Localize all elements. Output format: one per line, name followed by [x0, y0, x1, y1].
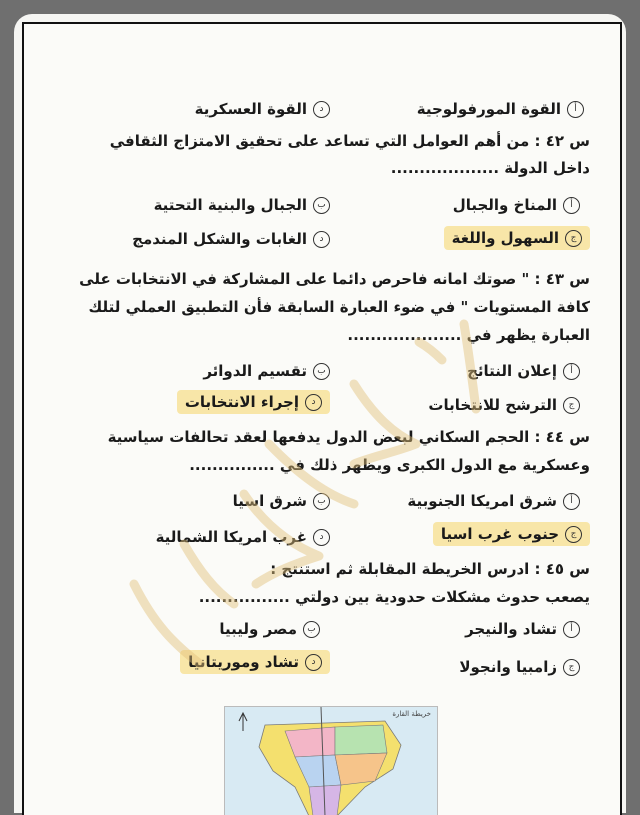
option-text: إجراء الانتخابات: [184, 393, 299, 411]
q45-option-c[interactable]: [459, 658, 580, 676]
option-marker: ج: [563, 397, 580, 414]
option-text: شرق امريكا الجنوبية: [407, 492, 557, 510]
q45-option-d-selected[interactable]: [180, 650, 330, 674]
option-marker: أ: [563, 621, 580, 638]
q43-line3: العبارة يظهر في ....................: [347, 326, 590, 344]
q43-option-c[interactable]: [428, 396, 580, 414]
document-page: [14, 14, 626, 813]
q43-option-b[interactable]: [203, 362, 330, 380]
q42-option-c-selected[interactable]: [444, 226, 590, 250]
option-text: زامبيا وانجولا: [459, 658, 557, 676]
q45-option-a[interactable]: [465, 620, 580, 638]
q43-option-a[interactable]: [467, 362, 580, 380]
option-marker: أ: [567, 101, 584, 118]
q44-option-d[interactable]: [156, 528, 330, 546]
option-marker: ج: [563, 659, 580, 676]
q45-option-b[interactable]: [219, 620, 320, 638]
q45-line2: يصعب حدوث مشكلات حدودية بين دولتي ................: [198, 588, 590, 606]
q42-option-b[interactable]: [154, 196, 330, 214]
africa-map: [224, 706, 438, 815]
option-marker: د: [313, 529, 330, 546]
option-text: جنوب غرب اسيا: [440, 525, 559, 543]
option-marker: د: [305, 654, 322, 671]
option-marker: ب: [313, 363, 330, 380]
q42-option-a[interactable]: [453, 196, 580, 214]
option-marker: أ: [563, 493, 580, 510]
option-text: القوة المورفولوجية: [416, 100, 561, 118]
option-text: القوة العسكرية: [194, 100, 307, 118]
q43-line2: كافة المستويات " في ضوء العبارة السابقة فأن التطبيق العملي لتلك: [88, 298, 590, 316]
q43-option-d-selected[interactable]: [177, 390, 330, 414]
q44-line2: وعسكرية مع الدول الكبرى ويظهر ذلك في ...............: [189, 456, 590, 474]
q45-line1: س ٤٥ : ادرس الخريطة المقابلة ثم استنتج :: [270, 560, 590, 578]
africa-map-graphic: [225, 707, 437, 815]
option-marker: د: [313, 101, 330, 118]
option-text: مصر وليبيا: [219, 620, 297, 638]
option-marker: ب: [313, 493, 330, 510]
q41-option-a[interactable]: [417, 100, 584, 118]
option-text: السهول واللغة: [451, 229, 559, 247]
option-text: شرق اسيا: [232, 492, 307, 510]
option-text: الغابات والشكل المندمج: [132, 230, 307, 248]
option-text: تقسيم الدوائر: [203, 362, 307, 380]
option-text: تشاد وموريتانيا: [188, 653, 299, 671]
option-marker: أ: [563, 363, 580, 380]
option-text: غرب امريكا الشمالية: [155, 528, 307, 546]
option-marker: د: [305, 394, 322, 411]
q42-line2: داخل الدولة ...................: [390, 159, 590, 177]
option-marker: ج: [565, 526, 582, 543]
option-marker: ج: [565, 230, 582, 247]
option-text: المناخ والجبال: [452, 196, 557, 214]
option-text: تشاد والنيجر: [465, 620, 557, 638]
q44-option-b[interactable]: [233, 492, 330, 510]
option-text: الترشح للانتخابات: [428, 396, 557, 414]
option-text: الجبال والبنية التحتية: [153, 196, 307, 214]
option-marker: ب: [313, 197, 330, 214]
q44-line1: س ٤٤ : الحجم السكاني لبعض الدول يدفعها لعقد تحالفات سياسية: [107, 428, 590, 446]
option-text: إعلان النتائج: [467, 362, 557, 380]
q44-option-a[interactable]: [407, 492, 580, 510]
option-marker: أ: [563, 197, 580, 214]
worksheet: [22, 22, 622, 815]
q44-option-c-selected[interactable]: [433, 522, 590, 546]
map-title: خريطة القارة: [392, 710, 431, 718]
q42-option-d[interactable]: [132, 230, 330, 248]
option-marker: ب: [303, 621, 320, 638]
q41-option-d[interactable]: [195, 100, 330, 118]
option-marker: د: [313, 231, 330, 248]
q43-line1: س ٤٣ : " صوتك امانه فاحرص دائما على المشاركة في الانتخابات على: [79, 270, 590, 288]
q42-line1: س ٤٢ : من أهم العوامل التي تساعد على تحقيق الامتزاج الثقافي: [109, 132, 590, 150]
